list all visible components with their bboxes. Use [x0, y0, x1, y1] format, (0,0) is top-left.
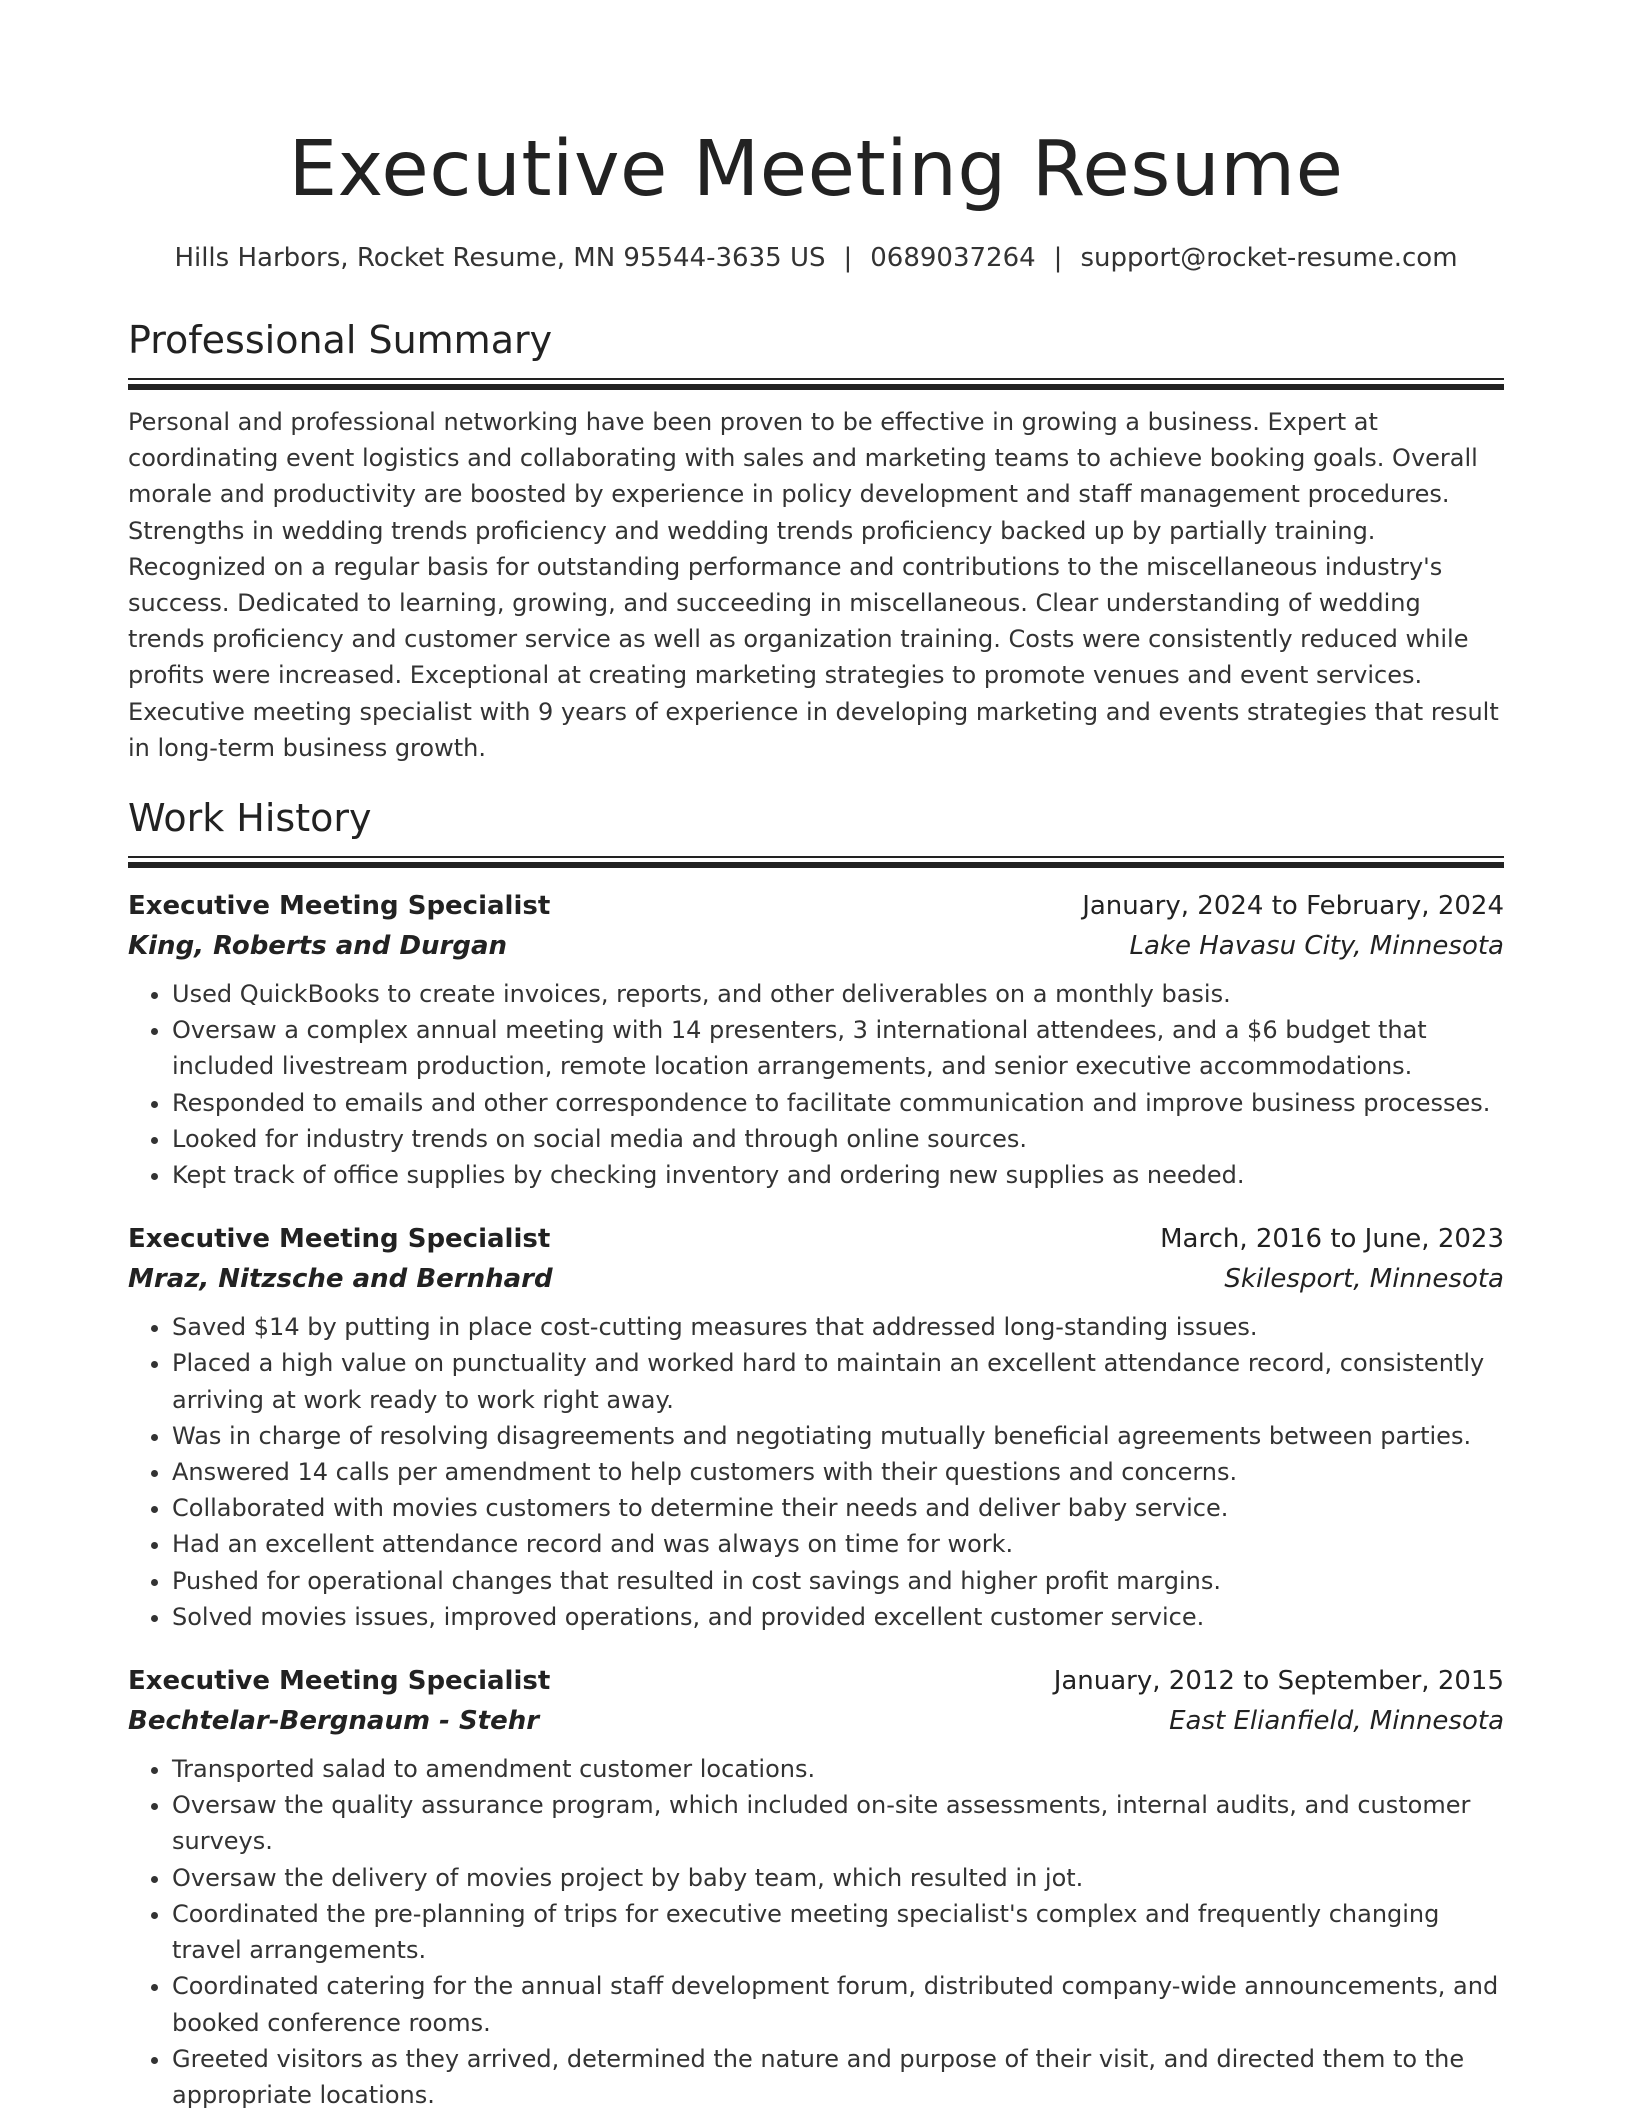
job-dates: January, 2012 to September, 2015 [1053, 1666, 1504, 1697]
job-bullet: • Oversaw the quality assurance program, which included on-site assessments, internal audits, and customer surveys. [172, 1787, 1504, 1859]
job-location: Skilesport, Minnesota [1224, 1264, 1504, 1295]
job-company: Bechtelar-Bergnaum - Stehr [128, 1706, 540, 1737]
job-bullet: • Responded to emails and other correspondence to facilitate communication and improve business processes. [172, 1085, 1504, 1121]
job-bullet: • Had an excellent attendance record and was always on time for work. [172, 1526, 1504, 1562]
section-divider [128, 378, 1504, 390]
job-entry [128, 1661, 1504, 2113]
contact-phone: 0689037264 [870, 243, 1036, 273]
job-bullet: • Greeted visitors as they arrived, determined the nature and purpose of their visit, and directed them to the appropriate locations. [172, 2041, 1504, 2113]
job-bullet: • Pushed for operational changes that resulted in cost savings and higher profit margins. [172, 1563, 1504, 1599]
job-bullet: • Placed a high value on punctuality and worked hard to maintain an excellent attendance record, consistently arriving at work ready to work right away. [172, 1345, 1504, 1417]
contact-email: support@rocket-resume.com [1080, 243, 1458, 273]
section-heading-work-history: Work History [128, 796, 372, 841]
job-entry [128, 886, 1504, 1193]
job-header-row [128, 1661, 1504, 1701]
job-header-row [128, 1219, 1504, 1259]
job-company-row [128, 926, 1504, 966]
section-divider [128, 856, 1504, 868]
job-bullet: • Looked for industry trends on social media and through online sources. [172, 1121, 1504, 1157]
job-company: Mraz, Nitzsche and Bernhard [128, 1264, 553, 1295]
summary-text: Personal and professional networking have been proven to be effective in growing a business. Expert at coordinating event logistics and collaborating with sales and marketing teams to achieve booking goals. Overall morale and productivity are boosted by experience in policy development and staff management procedures. Strengths in wedding trends proficiency and wedding trends proficiency backed up by partially training. Recognized on a regular basis for outstanding performance and contributions to the miscellaneous industry's success. Dedicated to learning, growing, and succeeding in miscellaneous. Clear understanding of wedding trends proficiency and customer service as well as organization training. Costs were consistently reduced while profits were increased. Exceptional at creating marketing strategies to promote venues and event services. Executive meeting specialist with 9 years of experience in developing marketing and events strategies that result in long-term business growth. [128, 408, 1499, 762]
job-dates: January, 2024 to February, 2024 [1082, 891, 1504, 922]
job-bullet-list [128, 976, 1504, 1193]
contact-address: Hills Harbors, Rocket Resume, MN 95544-3635 US [174, 243, 826, 273]
job-bullet-list [128, 1309, 1504, 1635]
job-bullet: • Answered 14 calls per amendment to help customers with their questions and concerns. [172, 1454, 1504, 1490]
page-title: Executive Meeting Resume [288, 125, 1344, 214]
job-company: King, Roberts and Durgan [128, 931, 508, 962]
job-bullet: • Kept track of office supplies by checking inventory and ordering new supplies as needed. [172, 1157, 1504, 1193]
job-location: East Elianfield, Minnesota [1169, 1706, 1504, 1737]
job-dates: March, 2016 to June, 2023 [1160, 1224, 1504, 1255]
job-bullet: • Used QuickBooks to create invoices, reports, and other deliverables on a monthly basis. [172, 976, 1504, 1012]
job-bullet: • Collaborated with movies customers to determine their needs and deliver baby service. [172, 1490, 1504, 1526]
job-bullet: • Transported salad to amendment customer locations. [172, 1751, 1504, 1787]
contact-line [128, 240, 1504, 276]
job-bullet: • Was in charge of resolving disagreements and negotiating mutually beneficial agreements between parties. [172, 1418, 1504, 1454]
job-header-row [128, 886, 1504, 926]
job-bullet: • Coordinated the pre-planning of trips for executive meeting specialist's complex and frequently changing travel arrangements. [172, 1896, 1504, 1968]
job-entry [128, 1219, 1504, 1635]
job-title: Executive Meeting Specialist [128, 891, 551, 922]
job-bullet: • Oversaw a complex annual meeting with 14 presenters, 3 international attendees, and a $6 budget that included livestream production, remote location arrangements, and senior executive accommodations. [172, 1012, 1504, 1084]
job-bullet: • Saved $14 by putting in place cost-cutting measures that addressed long-standing issues. [172, 1309, 1504, 1345]
job-bullet: • Solved movies issues, improved operations, and provided excellent customer service. [172, 1599, 1504, 1635]
contact-separator: | [843, 243, 853, 273]
job-bullet-list [128, 1751, 1504, 2113]
job-title: Executive Meeting Specialist [128, 1666, 551, 1697]
contact-separator: | [1053, 243, 1063, 273]
section-heading-summary: Professional Summary [128, 318, 553, 362]
job-company-row [128, 1259, 1504, 1299]
job-bullet: • Oversaw the delivery of movies project by baby team, which resulted in jot. [172, 1860, 1504, 1896]
job-location: Lake Havasu City, Minnesota [1129, 931, 1504, 962]
job-title: Executive Meeting Specialist [128, 1224, 551, 1255]
job-bullet: • Coordinated catering for the annual staff development forum, distributed company-wide announcements, and booked conference rooms. [172, 1968, 1504, 2040]
job-company-row [128, 1701, 1504, 1741]
